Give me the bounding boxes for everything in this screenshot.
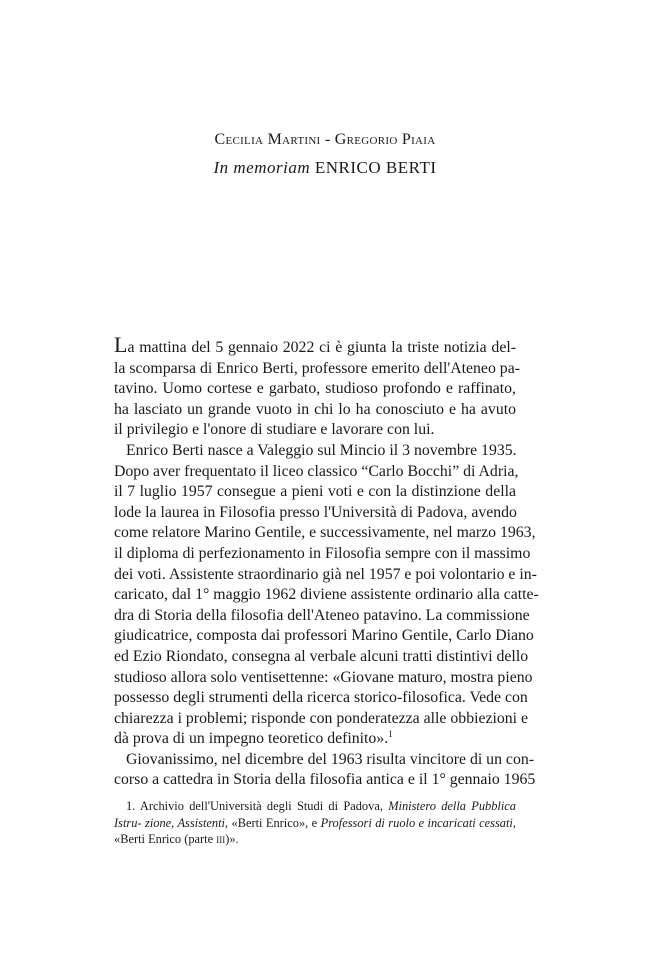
footnote [114, 798, 516, 848]
footnote-text: (parte [184, 832, 217, 847]
body-line: Enrico Berti nasce a Valeggio sul Mincio il 3 novembre 1935. [126, 441, 517, 459]
footnote-number: 1. [126, 799, 136, 813]
drop-cap: L [114, 332, 128, 357]
body-line: studioso allora solo ventisettenne: «Giovane maturo, mostra pieno [114, 668, 533, 686]
footnote-text: zione, Assistenti [145, 815, 225, 830]
body-line: caricato, dal 1° maggio 1962 diviene assistente ordinario alla catte- [114, 586, 539, 604]
body-line: lode la laurea in Filosofia presso l'Università di Padova, avendo [114, 503, 517, 521]
body-line: il diploma di perfezionamento in Filosofia sempre con il massimo [114, 544, 531, 562]
footnote-text: )». [225, 832, 239, 847]
body-line [114, 729, 516, 750]
footnote-text: Professori di ruolo e incaricati cessati [320, 815, 513, 830]
body-line: corso a cattedra in Storia della filosofia antica e il 1° gennaio 1965 [114, 771, 536, 789]
body-line: tavino. Uomo cortese e garbato, studioso profondo e raffinato, [114, 380, 516, 398]
body-line-text: dà prova di un impegno teoretico definito». [114, 730, 389, 748]
footnote-text: , «Berti Enrico [114, 815, 516, 847]
body-line: possesso degli strumenti della ricerca storico-filosofica. Vede con [114, 689, 528, 707]
body-line: giudicatrice, composta dai professori Marino Gentile, Carlo Diano [114, 627, 534, 645]
body-line: il 7 luglio 1957 consegue a pieni voti e con la distinzione della [114, 483, 516, 501]
title-italic: In memoriam [213, 158, 311, 177]
body-line: il privilegio e l'onore di studiare e lavorare con lui. [114, 421, 435, 439]
title-rest: ENRICO BERTI [310, 158, 437, 177]
body-line: la scomparsa di Enrico Berti, professore emerito dell'Ateneo pa- [114, 359, 520, 377]
body-line: ed Ezio Riondato, consegna al verbale alcuni tratti distintivi dello [114, 647, 529, 665]
body-line: chiarezza i problemi; risponde con ponderatezza alle obbiezioni e [114, 709, 529, 727]
footnote-text: Ministero della Pubblica Istru- [114, 799, 516, 830]
footnote-text: Archivio dell'Università degli Studi di Padova, [135, 799, 389, 813]
body-line: Dopo aver frequentato il liceo classico “Carlo Bocchi” di Adria, [114, 462, 519, 480]
body-line: ha lasciato un grande vuoto in chi lo ha conosciuto e ha avuto [114, 400, 516, 418]
footnote-text: iii [216, 832, 226, 847]
article-body [114, 332, 539, 791]
body-line [114, 332, 516, 359]
body-line: come relatore Marino Gentile, e successivamente, nel marzo 1963, [114, 524, 536, 542]
footnote-text: , «Berti Enrico», e [224, 815, 321, 830]
body-line-text: a mattina del 5 gennaio 2022 ci è giunta la triste notizia del- [127, 339, 516, 356]
footnote-reference[interactable]: 1 [388, 729, 393, 740]
body-line: Giovanissimo, nel dicembre del 1963 risulta vincitore di un con- [126, 750, 534, 768]
body-line: dra di Storia della filosofia dell'Ateneo patavino. La commissione [114, 606, 530, 624]
article-authors: Cecilia Martini - Gregorio Piaia [214, 131, 436, 148]
body-line: dei voti. Assistente straordinario già nel 1957 e poi volontario e in- [114, 565, 537, 583]
article-title [0, 158, 650, 178]
